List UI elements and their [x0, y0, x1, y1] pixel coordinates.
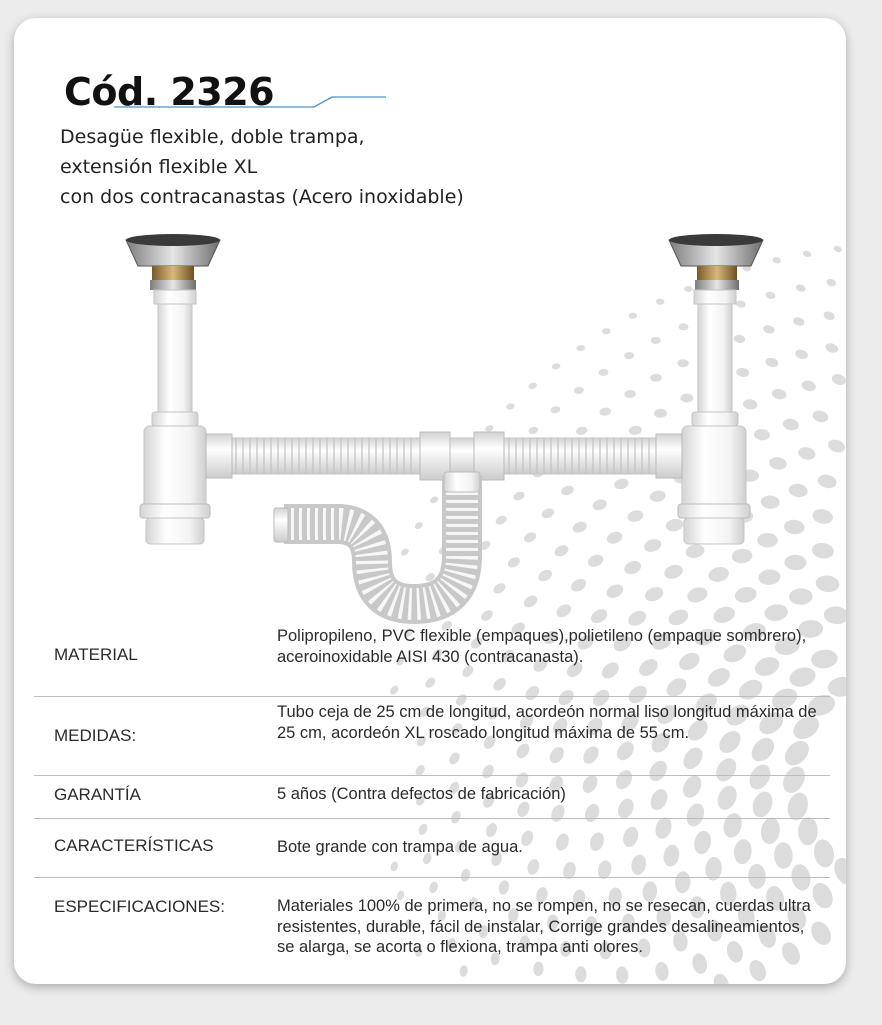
spec-value: Materiales 100% de primera, no se rompen, no se resecan, cuerdas ultra resistentes, durable, fácil de instalar, Corrige grandes desalineamientos, se alarga, se acorta o flexiona, trampa anti olores.	[277, 897, 811, 956]
halftone-dot	[762, 324, 775, 334]
spec-row-medidas	[34, 697, 830, 776]
halftone-dot	[811, 541, 835, 560]
description-line: Desagüe flexible, doble trampa,	[60, 126, 365, 148]
spec-value: 5 años (Contra defectos de fabricación)	[277, 785, 566, 803]
spec-value: Bote grande con trampa de agua.	[277, 838, 523, 856]
halftone-dot	[783, 519, 805, 535]
title-underline	[114, 90, 404, 110]
description-line: extensión flexible XL	[60, 156, 258, 178]
center-flex-trap	[274, 472, 480, 604]
spec-label: ESPECIFICACIONES:	[54, 897, 225, 916]
product-card	[14, 18, 846, 984]
halftone-dot	[765, 357, 780, 369]
right-bottle-trap	[678, 412, 750, 544]
product-description	[60, 122, 464, 212]
spec-label: GARANTÍA	[54, 785, 141, 804]
halftone-dot	[816, 473, 838, 490]
halftone-dot	[802, 250, 812, 258]
spec-row-especificaciones	[34, 878, 830, 984]
spec-label: MATERIAL	[54, 645, 138, 664]
halftone-dot	[800, 379, 817, 393]
halftone-dot	[792, 316, 805, 327]
halftone-dot	[795, 283, 807, 293]
halftone-dot	[788, 482, 809, 498]
halftone-dot	[797, 446, 817, 462]
halftone-dot	[830, 372, 846, 387]
left-bottle-trap	[140, 412, 210, 544]
spec-value: Polipropileno, PVC flexible (empaques),polietileno (empaque sombrero), aceroinoxidable AISI 430 (contracanasta).	[277, 627, 807, 666]
halftone-dot	[772, 256, 782, 264]
specifications-table	[34, 622, 830, 984]
description-line: con dos contracanastas (Acero inoxidable)	[60, 186, 464, 208]
horizontal-flex-pipe	[206, 432, 682, 480]
halftone-dot	[768, 456, 787, 471]
halftone-dot	[822, 310, 836, 321]
halftone-dot	[789, 588, 813, 605]
spec-row-caracteristicas	[34, 819, 830, 878]
halftone-dot	[765, 291, 776, 300]
halftone-dot	[784, 554, 807, 570]
spec-row-garantia	[34, 776, 830, 819]
spec-value: Tubo ceja de 25 cm de longitud, acordeón normal liso longitud máxima de 25 cm, acordeón XL roscado longitud máxima de 55 cm.	[277, 703, 817, 742]
halftone-dot	[815, 574, 840, 593]
halftone-dot	[794, 348, 809, 360]
halftone-dot	[811, 507, 834, 525]
spec-row-material	[34, 622, 830, 697]
spec-label: CARACTERÍSTICAS	[54, 836, 214, 855]
product-code-title: Cód. 2326	[64, 70, 275, 114]
halftone-dot	[825, 278, 837, 288]
halftone-dot	[763, 603, 789, 623]
halftone-dot	[824, 342, 839, 355]
left-strainer	[126, 234, 220, 290]
halftone-dot	[771, 388, 787, 401]
spec-label: MEDIDAS:	[54, 726, 137, 745]
product-image	[114, 226, 764, 626]
halftone-dot	[826, 437, 846, 454]
halftone-dot	[782, 417, 800, 431]
halftone-dot	[833, 245, 843, 254]
halftone-dot	[811, 409, 829, 424]
right-strainer	[669, 234, 763, 290]
